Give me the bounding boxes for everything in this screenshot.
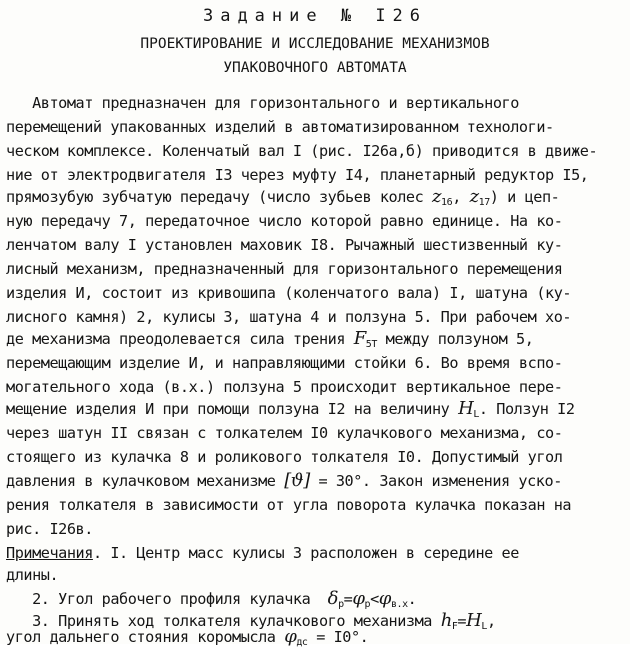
body-line-15: через шатун II связан с толкателем I0 кулачкового механизма, со- xyxy=(6,424,563,442)
body-line-6: ную передачу 7, передаточное число которой равно единице. На ко- xyxy=(6,212,563,230)
body-line-3: ческом комплексе. Коленчатый вал I (рис. I26а,б) приводится в движе- xyxy=(6,142,598,160)
phi-work-subscript: р xyxy=(364,599,371,610)
notes-label: Примечания xyxy=(6,544,93,562)
phi-dwell-subscript: дс xyxy=(296,637,308,648)
body-line-10: лисного камня) 2, кулисы 3, шатуна 4 и ползуна 5. При рабочем хо- xyxy=(6,308,572,326)
notes-line-1 xyxy=(6,544,519,562)
note-2-text: 2. Угол рабочего профиля кулачка xyxy=(6,590,328,608)
z16-symbol: z xyxy=(432,186,442,207)
lift-height-subscript: L xyxy=(473,409,479,420)
body-line-9: изделия И, состоит из кривошипа (коленчатого вала) I, шатуна (ку- xyxy=(6,284,572,302)
phi-return-subscript: в.х xyxy=(390,599,408,610)
body-line-5-c: ) и цеп- xyxy=(489,188,560,206)
body-line-17-b: = 30°. Закон изменения уско- xyxy=(309,472,562,490)
body-line-11 xyxy=(6,330,533,354)
phi-return-symbol: φ xyxy=(378,588,391,609)
body-line-14-b: . Ползун I2 xyxy=(478,400,575,418)
note-3b-end: = I0°. xyxy=(307,628,369,646)
body-line-7: ленчатом валу I установлен маховик I8. Рычажный шестизвенный ку- xyxy=(6,236,563,254)
body-line-14-a: мещение изделия И при помощи ползуна I2 на величину xyxy=(6,400,459,418)
stroke-H-subscript: L xyxy=(481,621,487,632)
notes-line-3 xyxy=(6,590,416,614)
note-2-end: . xyxy=(407,590,417,608)
equals-sign: = xyxy=(343,590,353,608)
body-line-14 xyxy=(6,400,575,424)
title-line-2: УПАКОВОЧНОГО АВТОМАТА xyxy=(223,60,407,76)
note-3-end: , xyxy=(486,612,496,630)
phi-work-symbol: φ xyxy=(352,588,365,609)
notes-line-2: длины. xyxy=(6,566,59,584)
z16-subscript: 16 xyxy=(441,197,453,208)
stroke-equals: = xyxy=(457,612,467,630)
title-line-1: ПРОЕКТИРОВАНИЕ И ИССЛЕДОВАНИЕ МЕХАНИЗМОВ xyxy=(140,36,490,52)
body-line-13: могательного хода (в.х.) ползуна 5 происходит вертикальное пере- xyxy=(6,378,563,396)
z17-symbol: z xyxy=(469,186,479,207)
body-line-4: ние от электродвигателя I3 через муфту I4, планетарный редуктор I5, xyxy=(6,166,589,184)
body-line-18: рения толкателя в зависимости от угла поворота кулачка показан на xyxy=(6,496,572,514)
body-line-16: стоящего из кулачка 8 и роликового толкателя I0. Допустимый угол xyxy=(6,448,563,466)
body-line-8: лисный механизм, предназначенный для горизонтального перемещения xyxy=(6,260,563,278)
delta-subscript: р xyxy=(338,599,344,610)
body-line-5-a: прямозубую зубчатую передачу (число зубьев колес xyxy=(6,188,432,206)
note-3-text: 3. Принять ход толкателя кулачкового механизма xyxy=(6,612,441,630)
body-line-11-a: де механизма преодолевается сила трения xyxy=(6,330,354,348)
delta-symbol: δ xyxy=(327,588,339,609)
notes-line-5 xyxy=(6,626,369,650)
body-line-12: перемещающим изделие И, и направляющими стойки 6. Во время вспо- xyxy=(6,354,563,372)
stroke-H-symbol: H xyxy=(466,610,482,631)
less-than-sign: < xyxy=(370,590,379,608)
note-3b-text: угол дальнего стояния коромысла xyxy=(6,628,285,646)
friction-force-subscript: 5T xyxy=(365,339,377,350)
friction-force-symbol: F xyxy=(353,328,366,349)
body-line-5 xyxy=(6,188,559,212)
stroke-h-symbol: h xyxy=(440,610,452,631)
body-line-5-b: , xyxy=(452,188,470,206)
phi-dwell-symbol: φ xyxy=(284,626,297,647)
pressure-angle-symbol: [ϑ] xyxy=(284,470,310,491)
z17-subscript: 17 xyxy=(478,197,490,208)
body-line-2: перемещений упакованных изделий в автоматизированном технологи- xyxy=(6,118,554,136)
notes-line-1-text: . I. Центр масс кулисы 3 расположен в середине ее xyxy=(92,544,519,562)
body-line-19: рис. I26в. xyxy=(6,520,93,538)
body-line-17 xyxy=(6,472,562,490)
body-line-11-b: между ползуном 5, xyxy=(376,330,534,348)
body-line-1: Автомат предназначен для горизонтального и вертикального xyxy=(6,94,519,112)
task-number: Задание № I26 xyxy=(202,6,428,26)
stroke-h-subscript: F xyxy=(451,621,458,632)
lift-height-symbol: H xyxy=(458,398,474,419)
body-line-17-a: давления в кулачковом механизме xyxy=(6,472,285,490)
